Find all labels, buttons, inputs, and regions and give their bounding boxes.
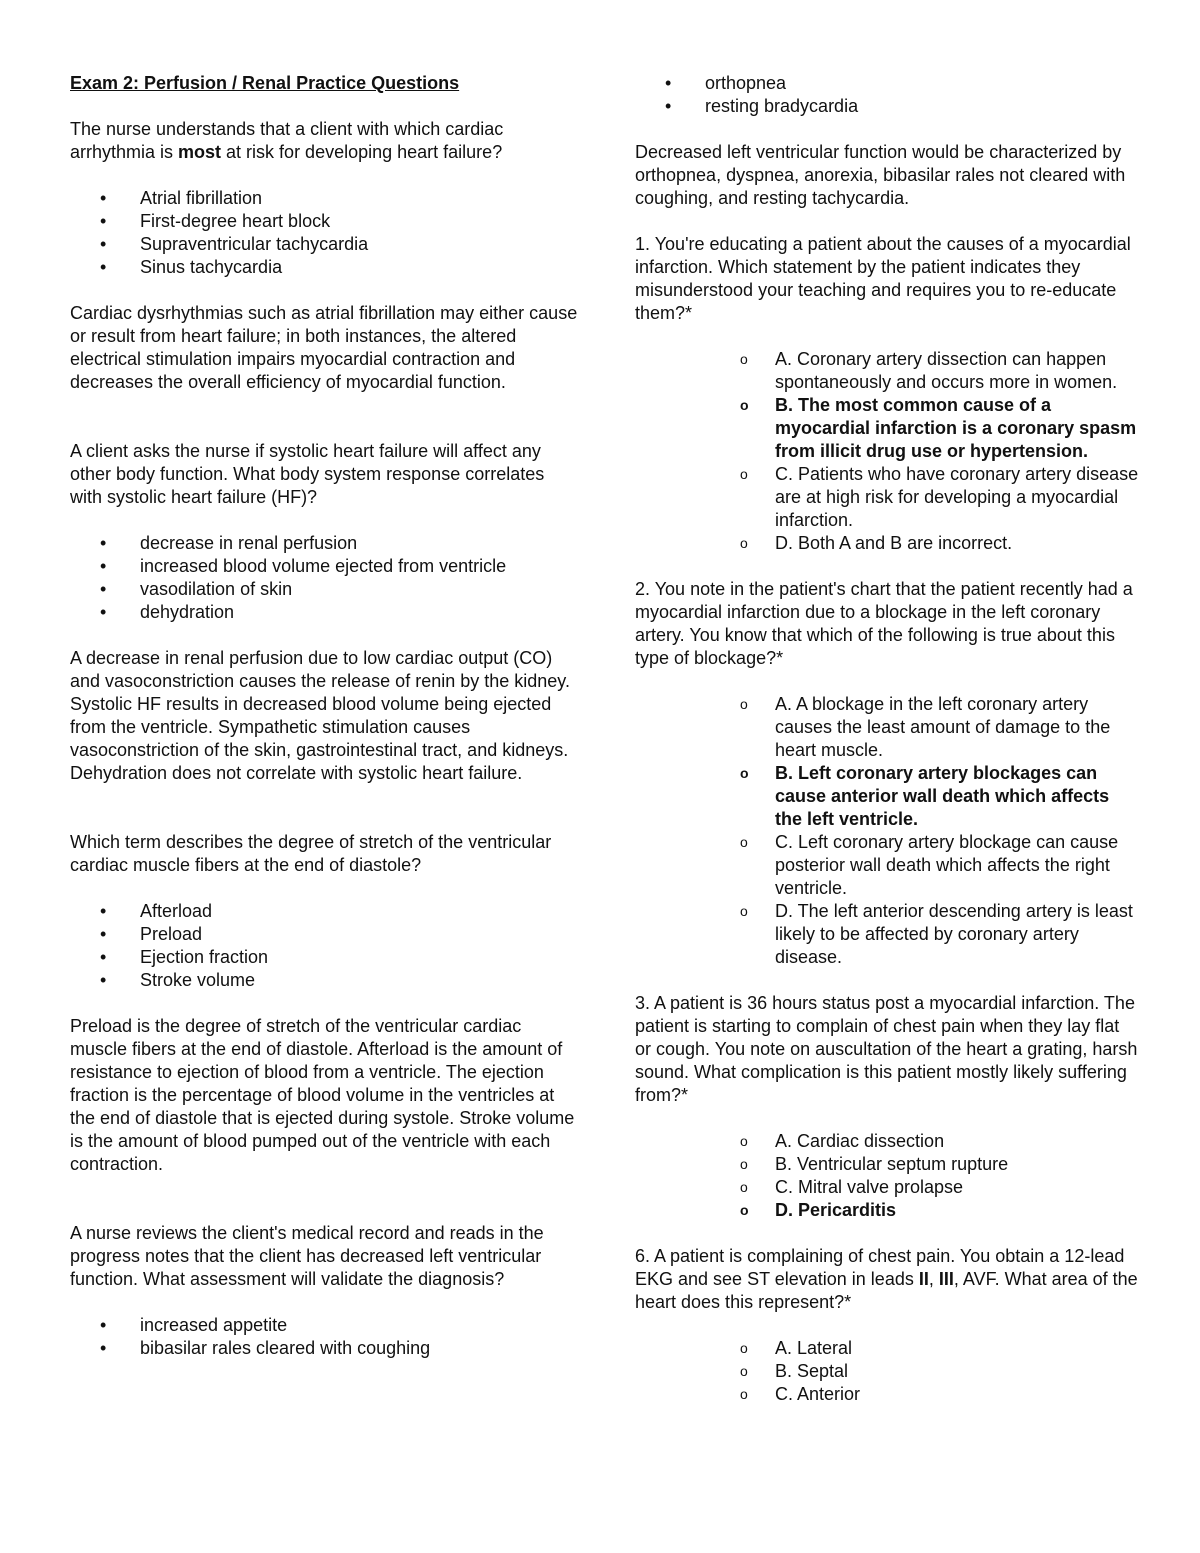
option-a: o A. Coronary artery dissection can happen spontaneously and occurs more in women. bbox=[635, 348, 1140, 394]
separator: , bbox=[928, 1269, 939, 1289]
option-b: o B. Ventricular septum rupture bbox=[635, 1153, 1140, 1176]
page-title: Exam 2: Perfusion / Renal Practice Questions bbox=[70, 73, 460, 93]
option-c: o C. Anterior bbox=[635, 1383, 1140, 1406]
question-6-stem-text: 6. A patient is complaining of chest pain. You obtain a 12-lead EKG and see ST elevation in leads bbox=[635, 1246, 1125, 1289]
question-4-stem: A nurse reviews the client's medical record and reads in the progress notes that the client has decreased left ventricular function. What assessment will validate the diagnosis? bbox=[70, 1223, 544, 1289]
question-1-options bbox=[70, 187, 580, 279]
option-a: o A. Cardiac dissection bbox=[635, 1130, 1140, 1153]
lead-ii: II bbox=[918, 1269, 929, 1289]
numbered-question-3-stem: 3. A patient is 36 hours status post a myocardial infarction. The patient is starting to complain of chest pain when they lay flat or cough. You note on auscultation of the heart a grating, harsh sound. What complication is this patient mostly likely suffering from?* bbox=[635, 993, 1138, 1105]
option-d: o D. Both A and B are incorrect. bbox=[635, 532, 1140, 555]
list-item: • orthopnea bbox=[635, 72, 1140, 95]
question-4-rationale: Decreased left ventricular function would be characterized by orthopnea, dyspnea, anorexia, bibasilar rales not cleared with coughing, and resting tachycardia. bbox=[635, 142, 1126, 208]
question-3-stem: Which term describes the degree of stretch of the ventricular cardiac muscle fibers at the end of diastole? bbox=[70, 832, 552, 875]
right-column bbox=[635, 72, 1140, 1429]
list-item: • Stroke volume bbox=[70, 969, 580, 992]
option-b-correct: o B. Left coronary artery blockages can cause anterior wall death which affects the left ventricle. bbox=[635, 762, 1140, 831]
lead-iii: III bbox=[938, 1269, 954, 1289]
numbered-question-6-stem bbox=[635, 1245, 1140, 1314]
question-3-options bbox=[70, 900, 580, 992]
numbered-question-2-options bbox=[635, 693, 1140, 969]
question-2-options bbox=[70, 532, 580, 624]
question-2-rationale: A decrease in renal perfusion due to low cardiac output (CO) and vasoconstriction causes the release of renin by the kidney. Systolic HF results in decreased blood volume being ejected from the ventricle. Sympathetic stimulation causes vasoconstriction of the skin, gastrointestinal tract, and kidneys. Dehydration does not correlate with systolic heart failure. bbox=[70, 648, 570, 783]
question-3-rationale: Preload is the degree of stretch of the ventricular cardiac muscle fibers at the end of diastole. Afterload is the amount of resistance to ejection of blood from a ventricle. The ejection fraction is the percentage of blood volume in the ventricles at the end of diastole that is ejected during systole. Stroke volume is the amount of blood pumped out of the ventricle with each contraction. bbox=[70, 1016, 575, 1174]
numbered-question-2-stem: 2. You note in the patient's chart that the patient recently had a myocardial infarction due to a blockage in the left coronary artery. You know that which of the following is true about this type of blockage?* bbox=[635, 579, 1133, 668]
list-item: • Preload bbox=[70, 923, 580, 946]
option-b-correct: o B. The most common cause of a myocardial infarction is a coronary spasm from illicit drug use or hypertension. bbox=[635, 394, 1140, 463]
list-item: • Sinus tachycardia bbox=[70, 256, 580, 279]
option-d-correct: o D. Pericarditis bbox=[635, 1199, 1140, 1222]
numbered-question-1-stem: 1. You're educating a patient about the causes of a myocardial infarction. Which statement by the patient indicates they misunderstood your teaching and requires you to re-educate them?* bbox=[635, 234, 1131, 323]
question-1-rationale: Cardiac dysrhythmias such as atrial fibrillation may either cause or result from heart failure; in both instances, the altered electrical stimulation impairs myocardial contraction and decreases the overall efficiency of myocardial function. bbox=[70, 303, 578, 392]
list-item: • decrease in renal perfusion bbox=[70, 532, 580, 555]
list-item: • vasodilation of skin bbox=[70, 578, 580, 601]
list-item: • increased blood volume ejected from ventricle bbox=[70, 555, 580, 578]
list-item: • First-degree heart block bbox=[70, 210, 580, 233]
question-4-options bbox=[70, 1314, 580, 1360]
list-item: • resting bradycardia bbox=[635, 95, 1140, 118]
numbered-question-1-options bbox=[635, 348, 1140, 555]
list-item: • increased appetite bbox=[70, 1314, 580, 1337]
option-c: o C. Patients who have coronary artery disease are at high risk for developing a myocardial infarction. bbox=[635, 463, 1140, 532]
list-item: • dehydration bbox=[70, 601, 580, 624]
question-4-options-continued bbox=[635, 72, 1140, 118]
numbered-question-3-options bbox=[635, 1130, 1140, 1222]
option-a: o A. Lateral bbox=[635, 1337, 1140, 1360]
option-c: o C. Mitral valve prolapse bbox=[635, 1176, 1140, 1199]
list-item: • bibasilar rales cleared with coughing bbox=[70, 1337, 580, 1360]
option-c: o C. Left coronary artery blockage can cause posterior wall death which affects the right ventricle. bbox=[635, 831, 1140, 900]
list-item: • Atrial fibrillation bbox=[70, 187, 580, 210]
question-1-stem-emphasis: most bbox=[178, 142, 222, 162]
left-column bbox=[70, 72, 580, 1383]
option-b: o B. Septal bbox=[635, 1360, 1140, 1383]
question-1-stem-text-end: at risk for developing heart failure? bbox=[221, 142, 503, 162]
numbered-question-6-options bbox=[635, 1337, 1140, 1406]
option-d: o D. The left anterior descending artery is least likely to be affected by coronary artery disease. bbox=[635, 900, 1140, 969]
list-item: • Supraventricular tachycardia bbox=[70, 233, 580, 256]
list-item: • Afterload bbox=[70, 900, 580, 923]
question-1-stem bbox=[70, 118, 580, 164]
question-1-stem-text: The nurse understands that a client with which cardiac arrhythmia is bbox=[70, 119, 504, 162]
list-item: • Ejection fraction bbox=[70, 946, 580, 969]
question-6-stem-text-end: , AVF. What area of the heart does this represent?* bbox=[635, 1269, 1138, 1312]
question-2-stem: A client asks the nurse if systolic heart failure will affect any other body function. What body system response correlates with systolic heart failure (HF)? bbox=[70, 441, 545, 507]
option-a: o A. A blockage in the left coronary artery causes the least amount of damage to the heart muscle. bbox=[635, 693, 1140, 762]
